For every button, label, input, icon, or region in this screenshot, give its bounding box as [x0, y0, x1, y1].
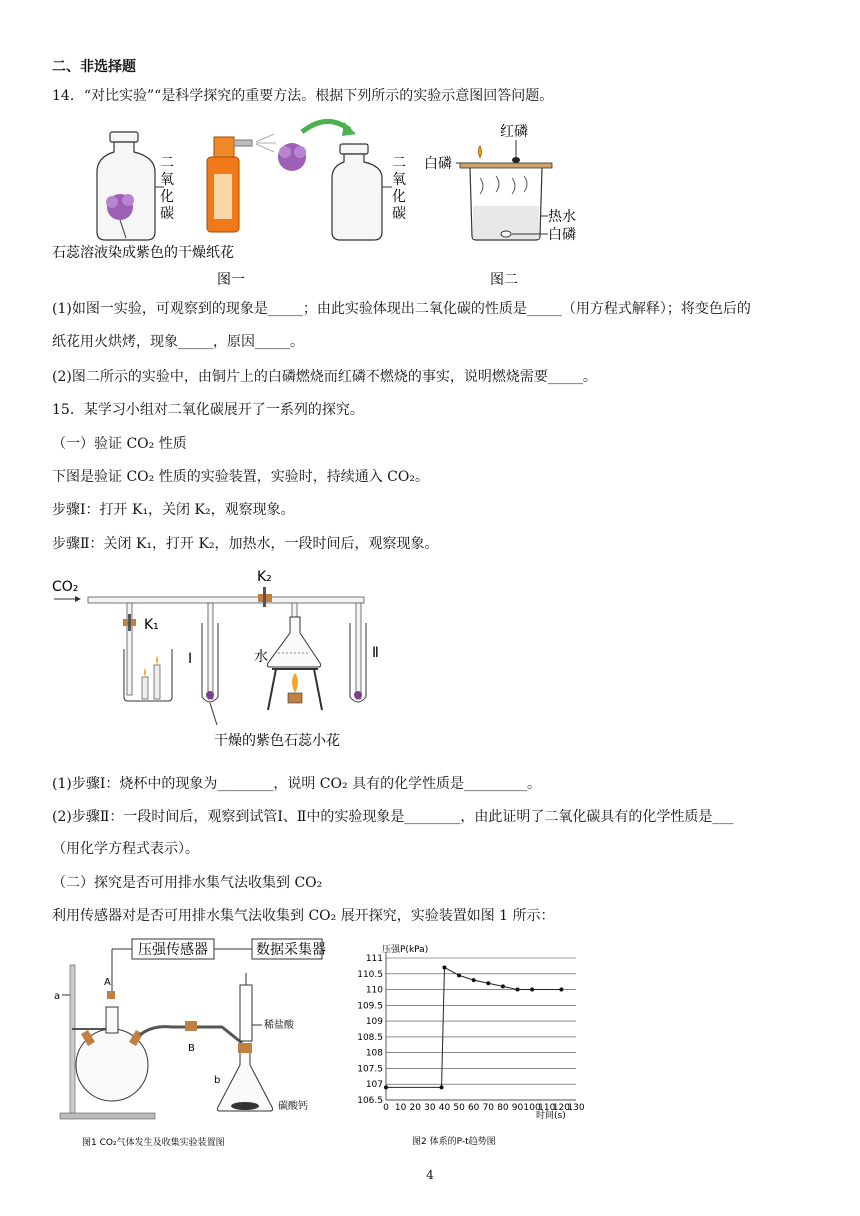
iron-stand [70, 965, 75, 1115]
chart-x-tick-label: 70 [482, 1103, 495, 1113]
q14-stem: 14．“对比实验”“是科学探究的重要方法。根据下列所示的实验示意图回答问题。 [52, 88, 554, 104]
main-tube [88, 597, 364, 603]
chart-x-tick-label: 90 [511, 1103, 524, 1113]
chart-x-tick-label: 110 [538, 1103, 556, 1113]
purple-flower-sprayed-icon [278, 143, 306, 171]
chart-x-tick-label: 60 [467, 1103, 480, 1113]
q14-sub2: (2)图二所示的实验中，由铜片上的白磷燃烧而红磷不燃烧的事实，说明燃烧需要_____。 [52, 369, 597, 385]
flower-caption: 干燥的紫色石蕊小花 [214, 733, 340, 749]
q15-setup-figure [52, 935, 352, 1155]
chart-y-tick-label: 108 [365, 1048, 383, 1059]
chart-y-tick-label: 111 [365, 954, 383, 964]
section-title: 二、非选择题 [52, 59, 136, 75]
flame-icon [292, 673, 298, 693]
q15-stem: 15．某学习小组对二氧化碳展开了一系列的探究。 [52, 402, 364, 418]
label-B: B [188, 1043, 195, 1054]
fig1-gas-label-left-3: 化 [160, 189, 174, 205]
fig2-title: 图二 [490, 272, 518, 288]
collector-label: 数据采集器 [256, 942, 326, 958]
chart-x-tick-label: 20 [409, 1103, 421, 1113]
chart-x-tick-label: 30 [424, 1103, 436, 1113]
chart-y-tick-label: 108.5 [357, 1032, 383, 1043]
chart-point [440, 1085, 444, 1089]
page-number: 4 [426, 1168, 434, 1182]
copper-plate [460, 163, 552, 168]
q14-sub1-line2: 纸花用火烘烤，现象_____，原因_____。 [52, 334, 304, 350]
chart-x-tick-label: 40 [438, 1103, 451, 1113]
chart-point [384, 1085, 388, 1089]
chart-x-tick-label: 0 [383, 1103, 389, 1113]
k1-label: K₁ [144, 617, 159, 633]
pressure-time-chart [356, 940, 596, 1156]
co2-label: CO₂ [52, 579, 79, 595]
chart-x-tick-label: 120 [552, 1103, 570, 1113]
tube2-label: Ⅱ [372, 645, 379, 661]
syringe [240, 985, 252, 1041]
q15-sub2-line1: (2)步骤Ⅱ：一段时间后，观察到试管Ⅰ、Ⅱ中的实验现象是________，由此证明了二氧化碳具有的化学性质是___ [52, 809, 734, 825]
water-label: 水 [254, 649, 268, 665]
valve-k2-icon [258, 587, 272, 607]
chart-y-tick-label: 110 [365, 985, 383, 996]
fig1-gas-label-left-2: 氧 [160, 172, 174, 188]
chart-x-tick-label: 10 [394, 1103, 407, 1113]
setup-caption: 图1 CO₂气体发生及收集实验装置图 [82, 1138, 225, 1148]
q15-part1-title: （一）验证 CO₂ 性质 [52, 436, 187, 452]
chart-y-tick-label: 107.5 [357, 1064, 383, 1075]
fig1-flower-caption: 石蕊溶液染成紫色的干燥纸花 [52, 245, 234, 261]
fig1-gas-label-right-4: 碳 [392, 206, 406, 222]
q15-part2-desc: 利用传感器对是否可用排水集气法收集到 CO₂ 展开探究，实验装置如图 1 所示： [52, 908, 555, 924]
chart-point [486, 981, 490, 985]
chart-series-line [386, 967, 561, 1087]
fig1-gas-label-right-2: 氧 [392, 172, 406, 188]
label-A: A [104, 977, 111, 988]
chart-x-tick-label: 100 [523, 1103, 541, 1113]
fig1-gas-label-left-1: 二 [160, 155, 174, 171]
q15-sub1: (1)步骤Ⅰ：烧杯中的现象为________，说明 CO₂ 具有的化学性质是_________。 [52, 776, 542, 792]
q15-part1-desc: 下图是验证 CO₂ 性质的实验装置，实验时，持续通入 CO₂。 [52, 469, 429, 485]
acid-label: 稀盐酸 [264, 1020, 294, 1031]
fig2-white-p-bottom-label: 白磷 [548, 227, 576, 243]
q15-part2-title: （二）探究是否可用排水集气法收集到 CO₂ [52, 875, 323, 891]
chart-x-tick-label: 50 [453, 1103, 465, 1113]
tube1-label: Ⅰ [188, 651, 193, 667]
q14-sub1-line1: (1)如图一实验，可观察到的现象是_____；由此实验体现出二氧化碳的性质是_____（用方程式解释）；将变色后的 [52, 301, 751, 317]
fig1-gas-label-right-1: 二 [392, 155, 406, 171]
chart-x-tick-label: 130 [567, 1103, 585, 1113]
conical-flask [267, 617, 320, 667]
chart-y-tick-label: 106.5 [357, 1096, 383, 1106]
gas-bottle-left [97, 132, 155, 240]
q15-step2: 步骤Ⅱ：关闭 K₁，打开 K₂，加热水，一段时间后，观察现象。 [52, 536, 439, 552]
fig2-red-p-label: 红磷 [500, 124, 528, 140]
valve-k1-icon [123, 614, 136, 631]
chart-y-tick-label: 110.5 [357, 969, 383, 980]
chart-point [516, 988, 520, 992]
gas-bottle-right [332, 144, 382, 240]
q15-apparatus-figure [52, 565, 402, 755]
chart-y-tick-label: 109 [365, 1017, 383, 1028]
fig1-gas-label-left-4: 碳 [160, 206, 174, 222]
chart-point [472, 978, 476, 982]
chart-xlabel: 时间(s) [536, 1111, 566, 1121]
q14-figure-2 [420, 118, 580, 292]
chart-ylabel: 压强P(kPa) [382, 945, 429, 955]
alcohol-lamp [288, 693, 302, 703]
fig2-white-p-top-label: 白磷 [424, 156, 452, 172]
fig1-title: 图一 [217, 272, 245, 288]
chart-point [457, 973, 461, 977]
chart-x-tick-label: 80 [497, 1103, 509, 1113]
chart-point [559, 988, 563, 992]
q15-step1: 步骤Ⅰ：打开 K₁，关闭 K₂，观察现象。 [52, 502, 295, 518]
chart-point [530, 988, 534, 992]
caco3-label: 碳酸钙 [278, 1101, 308, 1112]
sensor-label: 压强传感器 [138, 942, 208, 958]
chart-caption: 图2 体系的P-t趋势图 [412, 1137, 496, 1147]
chart-point [501, 984, 505, 988]
fig1-gas-label-right-3: 化 [392, 189, 406, 205]
label-a: a [54, 991, 61, 1002]
q14-figure-1 [52, 112, 412, 292]
fig2-hot-water-label: 热水 [548, 209, 576, 225]
q15-sub2-line2: （用化学方程式表示）。 [52, 841, 199, 857]
chart-y-tick-label: 109.5 [357, 1001, 383, 1012]
chart-point [442, 965, 446, 969]
chart-y-tick-label: 107 [365, 1080, 383, 1091]
label-b: b [214, 1075, 221, 1086]
valve-b-icon [185, 1021, 197, 1031]
spray-bottle-icon [207, 134, 276, 232]
k2-label: K₂ [257, 569, 272, 585]
